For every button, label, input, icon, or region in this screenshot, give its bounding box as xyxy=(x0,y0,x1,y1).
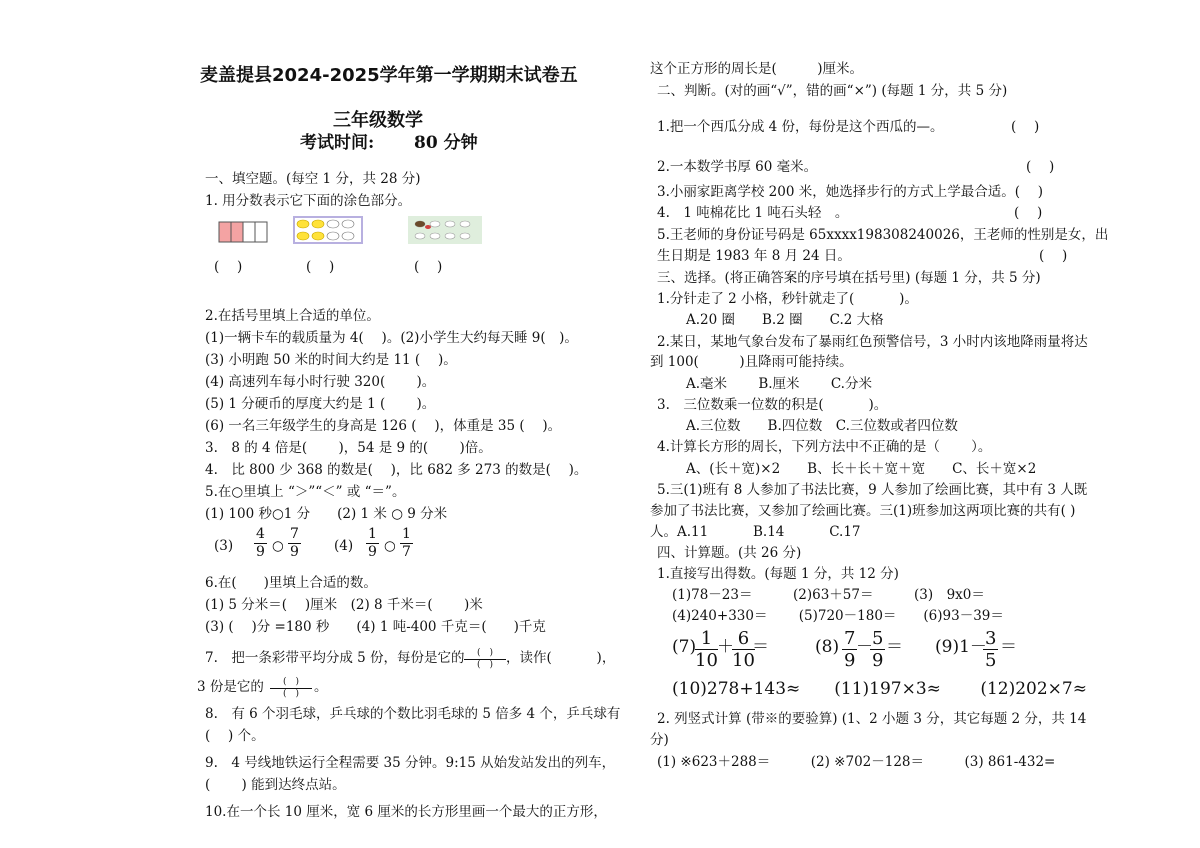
fraction-7-9: $\frac{7}{9}$ xyxy=(290,526,299,560)
section-4-heading: 四、计算题。(共 26 分) xyxy=(657,545,802,561)
q1-blank-2[interactable]: ( ) xyxy=(306,259,335,275)
calc-7-label: (7) xyxy=(672,637,697,657)
exam-title: 麦盖提县2024-2025学年第一学期期末试卷五 xyxy=(200,65,578,86)
shaded-bar-picture xyxy=(218,220,270,244)
fraction-1-9: $\frac{1}{9}$ xyxy=(368,526,377,560)
calc-row-1: (1)78－23＝ (2)63＋57＝ (3) 9x0＝ xyxy=(672,587,985,603)
minus-sign: － xyxy=(856,637,873,657)
fraction-6-10: $\frac{6}{10}$ xyxy=(732,628,755,671)
question-2-6: (6) 一名三年级学生的身高是 126 ( )，体重是 35 ( )。 xyxy=(205,418,562,434)
judge-1-paren[interactable]: ( ) xyxy=(1011,119,1040,135)
question-2-4: (4) 高速列车每小时行驶 320( )。 xyxy=(205,374,436,390)
question-4: 4. 比 800 少 368 的数是( )，比 682 多 273 的数是( )。 xyxy=(205,462,588,478)
question-6-row-1: (1) 5 分米＝( )厘米 (2) 8 千米＝( )米 xyxy=(205,597,483,613)
question-6-row-2: (3) ( )分 =180 秒 (4) 1 吨-400 千克＝( )千克 xyxy=(205,619,546,635)
question-7-part-b: ，读作( )， xyxy=(506,650,616,666)
question-8-line-2: ( ) 个。 xyxy=(205,728,265,744)
question-7-part-d: 。 xyxy=(314,679,328,695)
fraction-3-5: $\frac{3}{5}$ xyxy=(985,628,997,671)
judge-1: 1.把一个西瓜分成 4 份，每份是这个西瓜的—。 xyxy=(657,119,944,135)
question-3: 3. 8 的 4 倍是( )，54 是 9 的( )倍。 xyxy=(205,440,492,456)
section-2-heading: 二、判断。(对的画“√”，错的画“×”) (每题 1 分，共 5 分) xyxy=(657,83,1008,99)
exam-time-label: 考试时间: xyxy=(300,133,375,153)
choice-2-options: A.毫米 B.厘米 C.分米 xyxy=(686,376,872,392)
question-7-part-c: 3 份是它的 xyxy=(197,679,264,695)
fraction-7-9: $\frac{7}{9}$ xyxy=(844,628,856,671)
judge-5-line-1: 5.王老师的身份证号码是 65xxxx198308240026，王老师的性别是女，出 xyxy=(657,227,1109,243)
fraction-1-7: $\frac{1}{7}$ xyxy=(402,526,411,560)
question-5-row-1: (1) 100 秒○1 分 (2) 1 米 ○ 9 分米 xyxy=(205,506,448,522)
question-10-continued: 这个正方形的周长是( )厘米。 xyxy=(650,61,864,77)
question-2-1: (1)一辆卡车的载质量为 4( )。(2)小学生大约每天睡 9( )。 xyxy=(205,330,578,346)
question-8-line-1: 8. 有 6 个羽毛球，乒乓球的个数比羽毛球的 5 倍多 4 个，乒乓球有 xyxy=(205,706,621,722)
choice-3: 3. 三位数乘一位数的积是( )。 xyxy=(657,397,888,413)
judge-2-paren[interactable]: ( ) xyxy=(1026,159,1055,175)
compare-circle[interactable]: ○ xyxy=(384,538,396,554)
compare-circle[interactable]: ○ xyxy=(272,538,284,554)
exam-time-value: 80 分钟 xyxy=(414,133,478,153)
section-1-heading: 一、填空题。(每空 1 分，共 28 分) xyxy=(205,171,421,187)
question-7-part-a: 7. 把一条彩带平均分成 5 份，每份是它的 xyxy=(205,650,465,666)
judge-4: 4. 1 吨棉花比 1 吨石头轻 。 xyxy=(657,205,849,221)
plus-sign: ＋ xyxy=(717,637,734,657)
choice-5-line-3: 人。A.11 B.14 C.17 xyxy=(650,524,861,540)
judge-2: 2.一本数学书厚 60 毫米。 xyxy=(657,159,818,175)
calc-2-line-2: 分) xyxy=(650,732,669,748)
choice-2-line-2: 到 100( )且降雨可能持续。 xyxy=(650,354,853,370)
choice-1: 1.分针走了 2 小格，秒针就走了( )。 xyxy=(657,291,918,307)
question-9-line-1: 9. 4 号线地铁运行全程需要 35 分钟。9:15 从始发站发出的列车， xyxy=(205,755,616,771)
blank-fraction[interactable]: ( ) ( ) xyxy=(464,648,506,671)
yellow-ovals-picture xyxy=(293,216,363,244)
q5-3-label: (3) xyxy=(214,538,234,554)
calc-1: 1.直接写出得数。(每题 1 分，共 12 分) xyxy=(657,566,899,582)
choice-5-line-2: 参加了书法比赛，又参加了绘画比赛。三(1)班参加这两项比赛的共有( ) xyxy=(650,503,1076,519)
subject-title: 三年级数学 xyxy=(333,110,423,131)
question-1: 1. 用分数表示它下面的涂色部分。 xyxy=(205,193,412,209)
question-6: 6.在( )里填上合适的数。 xyxy=(205,575,377,591)
q5-4-label: (4) xyxy=(334,538,354,554)
judge-5-line-2: 生日期是 1983 年 8 月 24 日。 xyxy=(657,248,851,264)
calc-2-row: (1) ※623＋288＝ (2) ※702－128＝ (3) 861-432= xyxy=(657,754,1056,770)
section-3-heading: 三、选择。(将正确答案的序号填在括号里) (每题 1 分，共 5 分) xyxy=(657,270,1041,286)
judge-3: 3.小丽家距离学校 200 米，她选择步行的方式上学最合适。( ) xyxy=(657,184,1044,200)
choice-5-line-1: 5.三(1)班有 8 人参加了书法比赛，9 人参加了绘画比赛，其中有 3 人既 xyxy=(657,482,1088,498)
question-9-line-2: ( ) 能到达终点站。 xyxy=(205,777,346,793)
judge-4-paren[interactable]: ( ) xyxy=(1014,205,1043,221)
question-2-3: (3) 小明跑 50 米的时间大约是 11 ( )。 xyxy=(205,352,457,368)
judge-5-paren[interactable]: ( ) xyxy=(1039,248,1068,264)
choice-3-options: A.三位数 B.四位数 C.三位数或者四位数 xyxy=(686,418,958,434)
equals-sign: ＝ xyxy=(886,637,903,657)
q1-blank-3[interactable]: ( ) xyxy=(414,259,443,275)
choice-4-options: A、(长＋宽)×2 B、长＋长＋宽＋宽 C、长＋宽×2 xyxy=(686,461,1037,477)
fraction-5-9: $\frac{5}{9}$ xyxy=(872,628,884,671)
fraction-1-10: $\frac{1}{10}$ xyxy=(695,628,718,671)
choice-1-options: A.20 圈 B.2 圈 C.2 大格 xyxy=(686,312,884,328)
question-2-5: (5) 1 分硬币的厚度大约是 1 ( )。 xyxy=(205,396,436,412)
calc-row-2: (4)240+330＝ (5)720－180＝ (6)93－39＝ xyxy=(672,608,1004,624)
calc-row-4: (10)278+143≈ (11)197×3≈ (12)202×7≈ xyxy=(672,679,1087,699)
question-5: 5.在○里填上 “＞”“＜” 或 “＝”。 xyxy=(205,484,406,500)
fraction-4-9: $\frac{4}{9}$ xyxy=(256,526,265,560)
choice-2-line-1: 2.某日，某地气象台发布了暴雨红色预警信号，3 小时内该地降雨量将达 xyxy=(657,334,1088,350)
bowls-picture xyxy=(408,216,482,244)
calc-8-label: (8) xyxy=(815,637,840,657)
question-2: 2.在括号里填上合适的单位。 xyxy=(205,308,380,324)
equals-sign: ＝ xyxy=(752,637,769,657)
calc-9-label: (9)1－ xyxy=(935,637,987,657)
question-10: 10.在一个长 10 厘米，宽 6 厘米的长方形里画一个最大的正方形， xyxy=(205,804,607,820)
blank-fraction[interactable]: ( ) ( ) xyxy=(270,677,312,700)
choice-4: 4.计算长方形的周长，下列方法中不正确的是（ ）。 xyxy=(657,439,992,455)
equals-sign: ＝ xyxy=(1000,637,1017,657)
calc-2-line-1: 2. 列竖式计算 (带※的要验算) (1、2 小题 3 分，其它每题 2 分，共 14 xyxy=(657,711,1087,727)
q1-blank-1[interactable]: ( ) xyxy=(214,259,243,275)
